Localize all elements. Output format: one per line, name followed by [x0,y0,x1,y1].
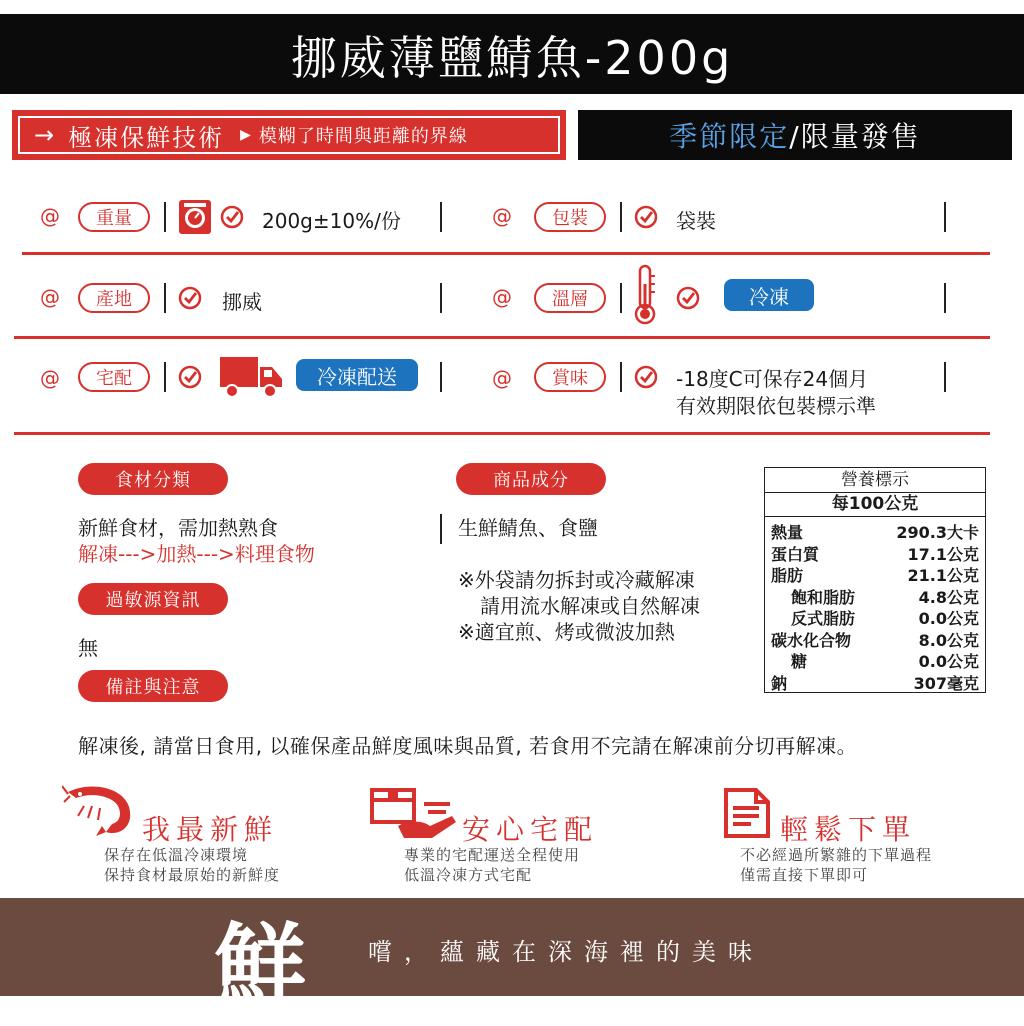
feature-line2: 僅需直接下單即可 [740,866,869,884]
shrimp-icon [62,782,138,838]
divider [620,202,622,232]
truck-icon [218,355,284,399]
feature-line2: 保持食材最原始的新鮮度 [104,866,281,884]
check-icon [178,286,202,310]
notes-text: 解凍後, 請當日食用, 以確保產品鮮度風味與品質, 若食用不完請在解凍前分切再解凍。 [78,734,858,758]
divider [164,362,166,392]
feature-line1: 不必經過所繁雜的下單過程 [740,846,933,864]
nutrition-row: 脂肪 21.1公克 [771,566,979,585]
origin-value: 挪威 [222,290,262,314]
nutrition-row: 飽和脂肪 4.8公克 [791,587,979,607]
check-icon [220,205,244,229]
nutrition-table [764,467,986,693]
at-icon: @ [40,285,60,309]
divider [164,283,166,313]
row-separator [14,336,990,339]
nutrition-per-serving: 每100公克 [765,492,985,517]
ingredients-value: 生鮮鯖魚、食鹽 [458,516,598,540]
packaging-value: 袋裝 [676,209,716,233]
shelf-life-line1: -18度C可保存24個月 [676,367,869,391]
feature-line2: 低溫冷凍方式宅配 [404,866,533,884]
tip-line1b: 請用流水解凍或自然解凍 [480,594,700,618]
divider [440,283,442,313]
check-icon [634,365,658,389]
promo-limited-text: /限量發售 [789,120,921,153]
at-icon: @ [492,366,512,390]
shelf-life-label: 賞味 [534,362,606,392]
weight-label: 重量 [78,202,150,232]
nutrition-row: 鈉 307毫克 [771,673,979,693]
scale-icon [178,198,212,236]
delivery-box-icon [368,786,456,842]
promo-sub-text: 模糊了時間與距離的界線 [258,126,468,147]
temperature-label: 溫層 [534,283,606,313]
promo-main-text: 極凍保鮮技術 [68,123,225,152]
at-icon: @ [40,204,60,228]
delivery-label: 宅配 [78,362,150,392]
at-icon: @ [492,204,512,228]
divider [440,514,442,544]
divider [944,362,946,392]
footer-banner [0,898,1024,1021]
divider [440,362,442,392]
at-icon: @ [492,285,512,309]
nutrition-row: 糖 0.0公克 [791,652,979,671]
divider [620,362,622,392]
feature-line1: 專業的宅配運送全程使用 [404,846,581,864]
feature-line1: 保存在低溫冷凍環境 [104,846,249,864]
category-tag: 食材分類 [78,463,228,495]
ingredients-tag: 商品成分 [456,463,606,495]
temperature-value-badge: 冷凍 [724,279,814,311]
tip-line2: ※適宜煎、烤或微波加熱 [458,620,675,644]
weight-value: 200g±10%/份 [262,209,401,233]
packaging-label: 包裝 [534,202,606,232]
triangle-icon: ▶ [240,127,251,143]
feature-title: 我最新鮮 [142,813,279,846]
check-icon [178,365,202,389]
arrow-icon: → [34,121,57,149]
divider [944,202,946,232]
row-separator [14,432,990,435]
allergen-tag: 過敏源資訊 [78,583,228,615]
page-title: 挪威薄鹽鯖魚-200g [290,31,734,85]
allergen-value: 無 [78,636,98,660]
promo-banner-left [12,110,566,160]
delivery-value-badge: 冷凍配送 [296,359,418,391]
shelf-life-line2: 有效期限依包裝標示準 [676,394,876,418]
feature-title: 安心宅配 [462,813,599,846]
divider [620,283,622,313]
feature-title: 輕鬆下單 [780,813,917,846]
order-form-icon [722,786,772,840]
nutrition-row: 熱量 290.3大卡 [771,523,979,542]
nutrition-title: 營養標示 [765,468,985,493]
check-icon [634,205,658,229]
check-icon [676,286,700,310]
promo-season-text: 季節限定 [669,120,790,153]
divider [164,202,166,232]
at-icon: @ [40,366,60,390]
nutrition-row: 蛋白質 17.1公克 [771,544,979,564]
category-line2: 解凍--->加熱--->料理食物 [78,542,315,566]
notes-tag: 備註與注意 [78,670,228,702]
nutrition-row: 反式脂肪 0.0公克 [791,609,979,628]
title-bar [0,14,1024,94]
thermometer-icon [632,264,658,326]
origin-label: 產地 [78,283,150,313]
nutrition-row: 碳水化合物 8.0公克 [771,630,979,650]
tip-line1: ※外袋請勿拆封或冷藏解凍 [458,568,695,592]
row-separator [22,252,990,255]
category-line1: 新鮮食材，需加熱熟食 [78,516,278,540]
footer-tagline: 嚐，蘊藏在深海裡的美味 [368,938,764,966]
fresh-calligraphy: 鮮 [214,913,307,1021]
divider [944,283,946,313]
divider [440,202,442,232]
promo-banner-right [578,110,1012,160]
